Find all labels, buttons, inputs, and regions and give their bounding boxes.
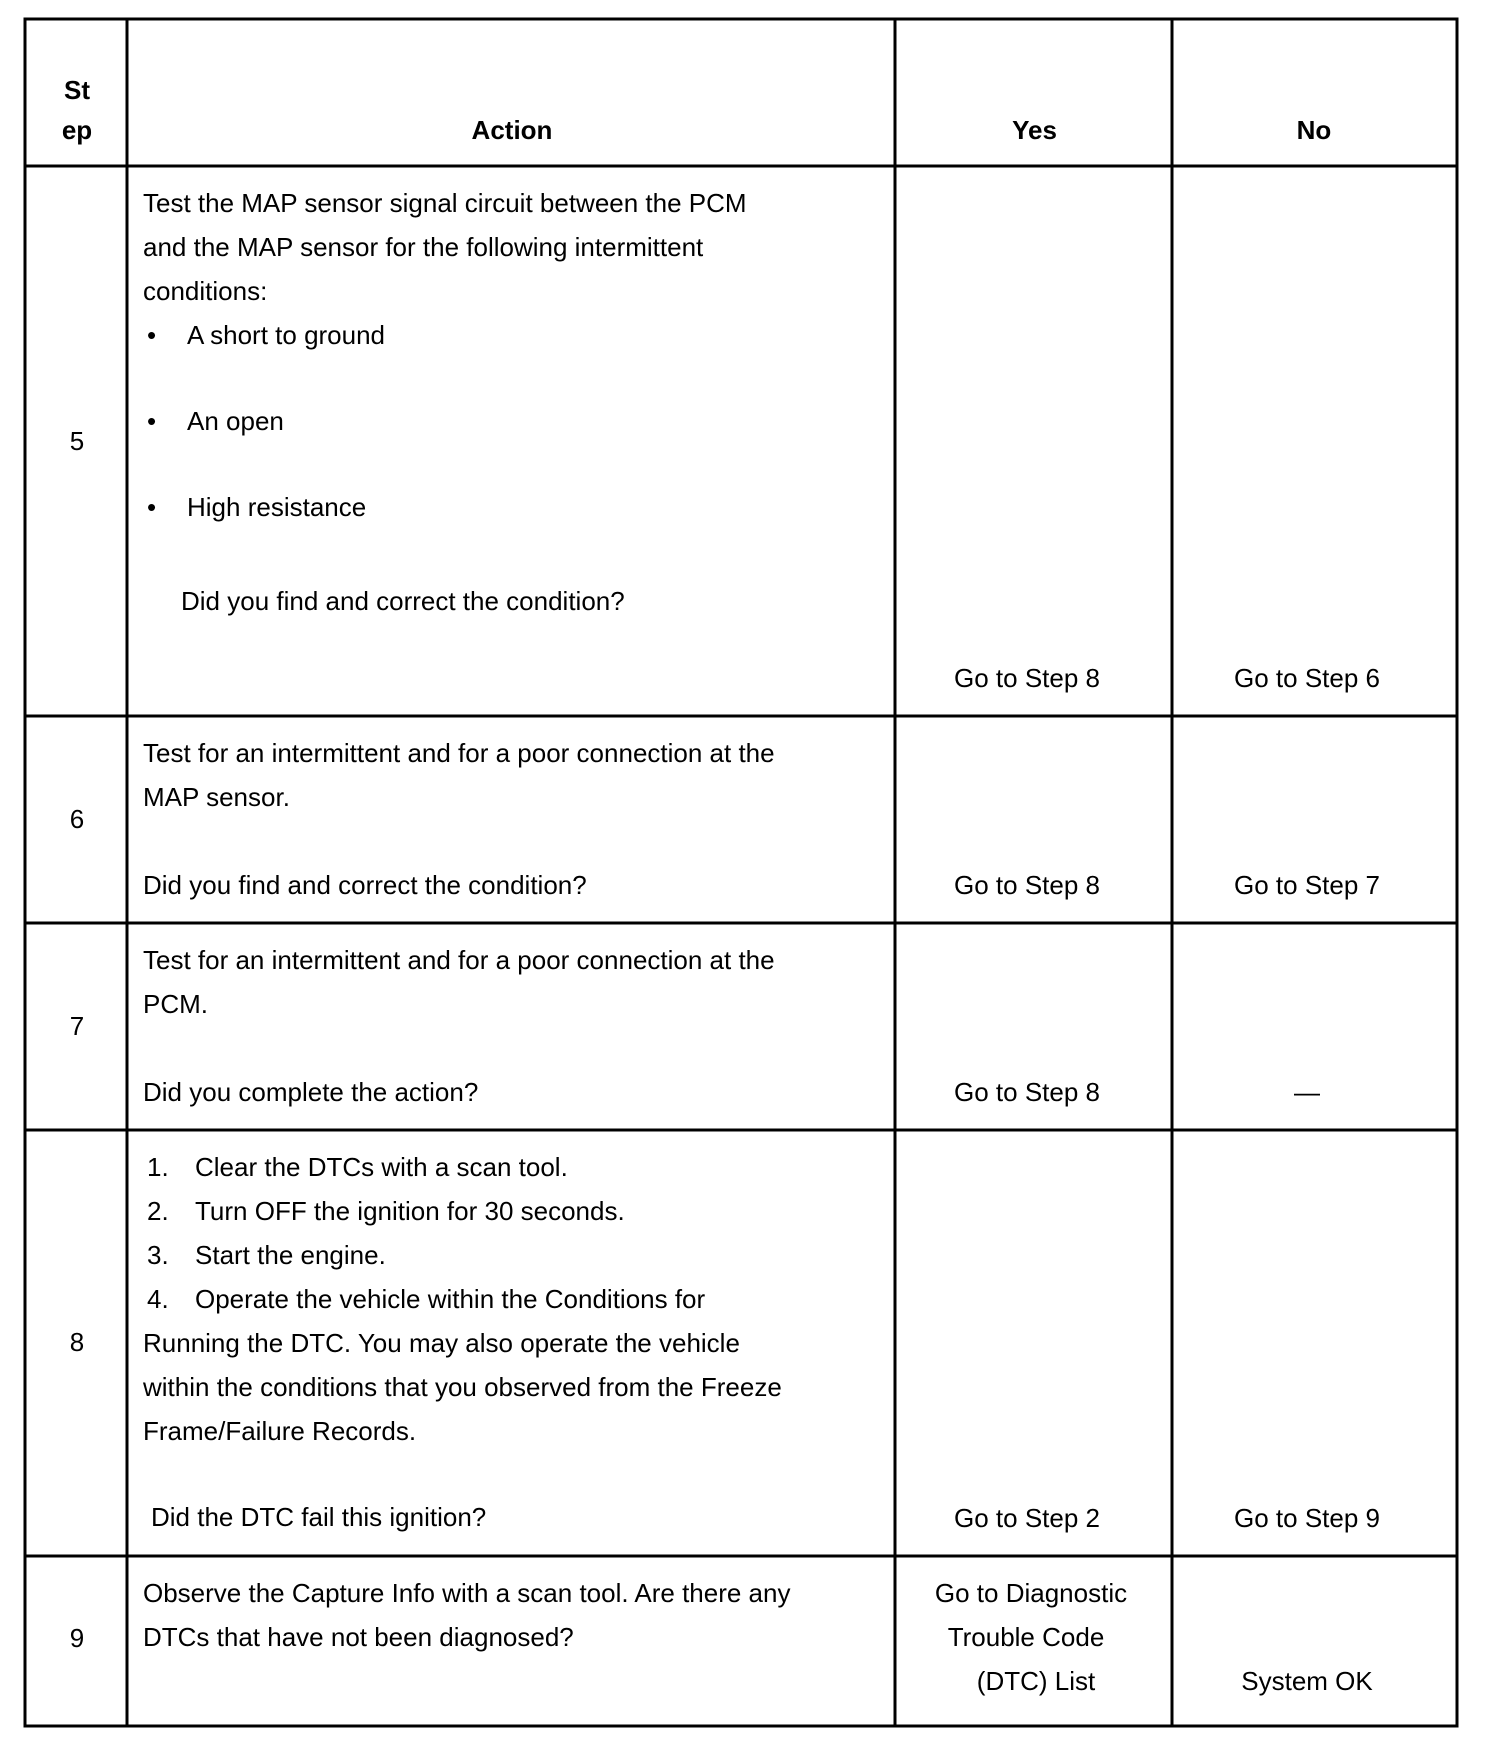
action-question: Did you complete the action?: [143, 1077, 479, 1107]
action-line: PCM.: [143, 989, 208, 1019]
list-item: [143, 1233, 883, 1277]
header-yes: Yes: [1012, 115, 1057, 145]
list-item-text: An open: [187, 406, 284, 436]
no-cell-step-6: Go to Step 7: [1234, 870, 1380, 900]
yes-line: (DTC) List: [976, 1666, 1096, 1696]
action-line: Frame/Failure Records.: [143, 1416, 417, 1446]
no-cell-step-5: Go to Step 6: [1234, 663, 1380, 693]
list-item-number: 3.: [147, 1240, 169, 1270]
action-line: and the MAP sensor for the following intermittent: [143, 232, 704, 262]
no-cell-step-9: System OK: [1241, 1666, 1373, 1696]
list-item: [143, 1277, 883, 1321]
action-question: Did you find and correct the condition?: [143, 870, 587, 900]
list-item-text: A short to ground: [187, 320, 386, 350]
list-item-number: 4.: [147, 1284, 169, 1314]
list-item-number: 1.: [147, 1152, 169, 1182]
action-line: Test for an intermittent and for a poor connection at the: [143, 738, 775, 768]
list-item: [143, 485, 883, 529]
header-step-line1: St: [64, 75, 90, 105]
header-step: [27, 70, 127, 150]
bullet-icon: •: [147, 406, 157, 436]
header-action: Action: [471, 115, 553, 145]
list-item: [143, 1189, 883, 1233]
list-item-text: Operate the vehicle within the Conditions for: [195, 1284, 706, 1314]
action-cell-step-5: [143, 181, 883, 623]
action-question: Did you find and correct the condition?: [181, 586, 625, 616]
step-number: 9: [69, 1623, 85, 1653]
action-cell-step-9: [143, 1571, 883, 1659]
action-line: Observe the Capture Info with a scan tool. Are there any: [143, 1578, 791, 1608]
action-line: Running the DTC. You may also operate the vehicle: [143, 1328, 740, 1358]
list-item-number: 2.: [147, 1196, 169, 1226]
list-item: [143, 399, 883, 443]
bullet-icon: •: [147, 320, 157, 350]
step-number: 6: [69, 804, 85, 834]
yes-line: Trouble Code: [947, 1622, 1105, 1652]
yes-cell-step-7: Go to Step 8: [954, 1077, 1100, 1107]
list-item: [143, 313, 883, 357]
yes-cell-step-8: Go to Step 2: [954, 1503, 1100, 1533]
action-line: DTCs that have not been diagnosed?: [143, 1622, 574, 1652]
step-number: 5: [69, 426, 85, 456]
list-item: [143, 1145, 883, 1189]
header-no: No: [1296, 115, 1332, 145]
list-item-text: Clear the DTCs with a scan tool.: [195, 1152, 568, 1182]
yes-cell-step-9: [897, 1571, 1165, 1703]
step-number: 7: [69, 1011, 85, 1041]
list-item-text: Turn OFF the ignition for 30 seconds.: [195, 1196, 625, 1226]
action-question: Did the DTC fail this ignition?: [151, 1502, 487, 1532]
action-line: within the conditions that you observed from the Freeze: [143, 1372, 782, 1402]
action-line: MAP sensor.: [143, 782, 290, 812]
action-cell-step-8: [143, 1145, 883, 1539]
list-item-text: Start the engine.: [195, 1240, 386, 1270]
action-line: Test for an intermittent and for a poor connection at the: [143, 945, 775, 975]
action-line: Test the MAP sensor signal circuit between the PCM: [143, 188, 747, 218]
action-line: conditions:: [143, 276, 268, 306]
no-cell-step-7: —: [1294, 1077, 1320, 1107]
yes-line: Go to Diagnostic: [934, 1578, 1128, 1608]
bullet-icon: •: [147, 492, 157, 522]
header-step-line2: ep: [61, 115, 93, 145]
yes-cell-step-5: Go to Step 8: [954, 663, 1100, 693]
list-item-text: High resistance: [187, 492, 367, 522]
action-cell-step-6: [143, 731, 883, 907]
action-cell-step-7: [143, 938, 883, 1114]
yes-cell-step-6: Go to Step 8: [954, 870, 1100, 900]
step-number: 8: [69, 1327, 85, 1357]
no-cell-step-8: Go to Step 9: [1234, 1503, 1380, 1533]
